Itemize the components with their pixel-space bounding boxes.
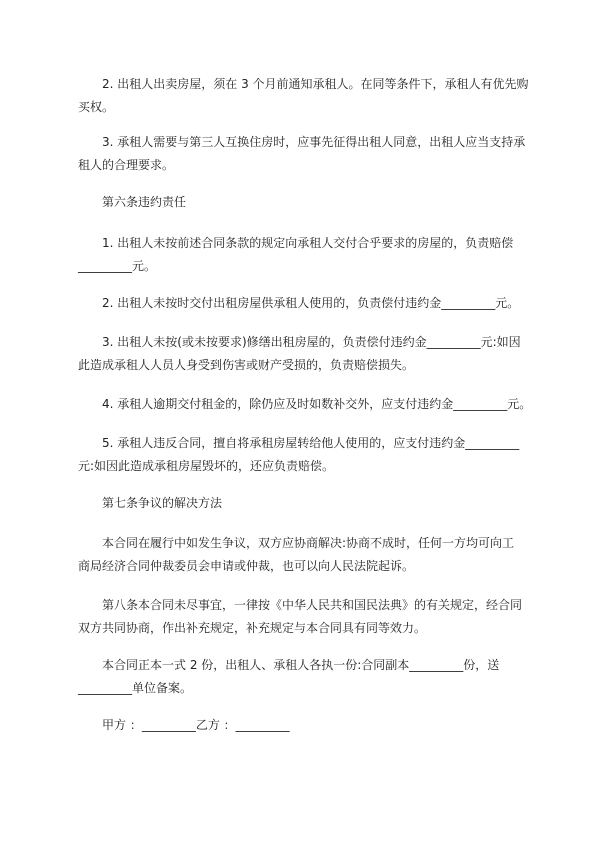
text-line: 租人的合理要求。 (78, 158, 175, 172)
heading-text: 第七条争议的解决方法 (78, 496, 223, 510)
text-line: 本合同正本一式 2 份，出租人、承租人各执一份:合同副本_________份，送 (78, 658, 500, 672)
section-heading-6 (78, 191, 528, 214)
text-line: 1. 出租人未按前述合同条款的规定向承租人交付合乎要求的房屋的，负责赔偿 (78, 236, 514, 250)
text-line: _________单位备案。 (78, 681, 193, 695)
clause-6-item-2 (78, 292, 528, 315)
text-line: 第八条本合同未尽事宜，一律按《中华人民共和国民法典》的有关规定，经合同 (78, 598, 523, 612)
clause-6-item-1 (78, 232, 528, 278)
clause-5-item-3 (78, 131, 528, 177)
clause-5-item-2 (78, 73, 528, 119)
text-line: _________元。 (78, 259, 157, 273)
text-line: 此造成承租人人员人身受到伤害或财产受损的，负责赔偿损失。 (78, 358, 415, 372)
clause-6-item-5 (78, 432, 528, 478)
copies-clause (78, 654, 528, 700)
text-line: 3. 承租人需要与第三人互换住房时，应事先征得出租人同意，出租人应当支持承 (78, 135, 526, 149)
text-line: 双方共同协商，作出补充规定，补充规定与本合同具有同等效力。 (78, 621, 427, 635)
text-line: 5. 承租人违反合同，擅自将承租房屋转给他人使用的，应支付违约金_________ (78, 436, 520, 450)
clause-8-text (78, 594, 528, 640)
text-line: 甲方 ：_________乙方 ：_________ (78, 718, 290, 732)
text-line: 本合同在履行中如发生争议，双方应协商解决:协商不成时，任何一方均可向工 (78, 536, 515, 550)
text-line: 买权。 (78, 100, 115, 114)
text-line: 元:如因此造成承租房屋毁坏的，还应负责赔偿。 (78, 459, 335, 473)
clause-6-item-4 (78, 393, 532, 416)
clause-7-text (78, 532, 528, 578)
text-line: 2. 出租人出卖房屋，须在 3 个月前通知承租人。在同等条件下，承租人有优先购 (78, 77, 529, 91)
text-line: 商局经济合同仲裁委员会申请或仲裁，也可以向人民法院起诉。 (78, 559, 415, 573)
text-line: 2. 出租人未按时交付出租房屋供承租人使用的，负责偿付违约金_________元。 (78, 296, 520, 310)
signature-line (78, 714, 528, 737)
text-line: 4. 承租人逾期交付租金的，除仍应及时如数补交外，应支付违约金_________元。 (78, 397, 532, 411)
section-heading-7 (78, 492, 528, 515)
clause-6-item-3 (78, 331, 528, 377)
text-line: 3. 出租人未按(或未按要求)修缮出租房屋的，负责偿付违约金_________元:如因 (78, 335, 521, 349)
heading-text: 第六条违约责任 (78, 195, 187, 209)
